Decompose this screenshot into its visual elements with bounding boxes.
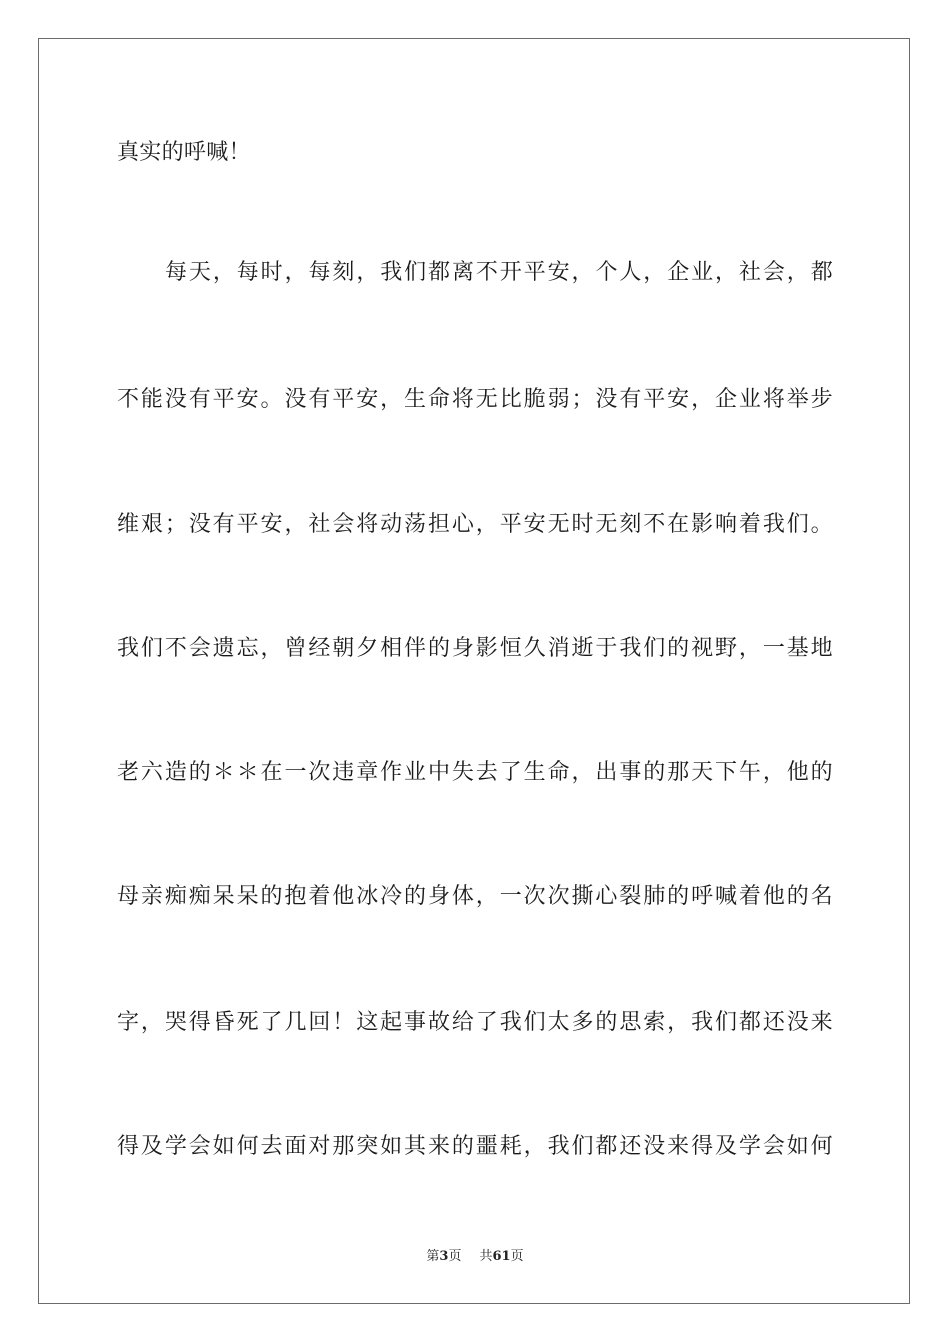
text-line-6: 老六造的＊＊在一次违章作业中失去了生命，出事的那天下午，他的: [117, 760, 833, 785]
page-footer: [0, 1248, 950, 1266]
text-line-8: 字，哭得昏死了几回！这起事故给了我们太多的思索，我们都还没来: [117, 1010, 833, 1035]
page-border: [38, 38, 910, 1304]
page-number: 3: [439, 1249, 449, 1264]
total-pages: 61: [492, 1249, 511, 1264]
text-line-7: 母亲痴痴呆呆的抱着他冰冷的身体，一次次撕心裂肺的呼喊着他的名: [117, 884, 833, 909]
text-line-5: 我们不会遗忘，曾经朝夕相伴的身影恒久消逝于我们的视野，一基地: [117, 636, 833, 661]
page-suffix: 页: [448, 1249, 462, 1264]
text-line-3: 不能没有平安。没有平安，生命将无比脆弱；没有平安，企业将举步: [117, 387, 833, 412]
text-line-4: 维艰；没有平安，社会将动荡担心，平安无时无刻不在影响着我们。: [117, 512, 833, 537]
text-line-2: 每天，每时，每刻，我们都离不开平安，个人，企业，社会，都: [165, 260, 833, 285]
total-suffix: 页: [510, 1249, 524, 1264]
text-line-9: 得及学会如何去面对那突如其来的噩耗，我们都还没来得及学会如何: [117, 1134, 833, 1159]
page-prefix: 第: [426, 1249, 440, 1264]
total-prefix: 共: [479, 1249, 493, 1264]
text-line-1: 真实的呼喊！: [117, 140, 251, 165]
